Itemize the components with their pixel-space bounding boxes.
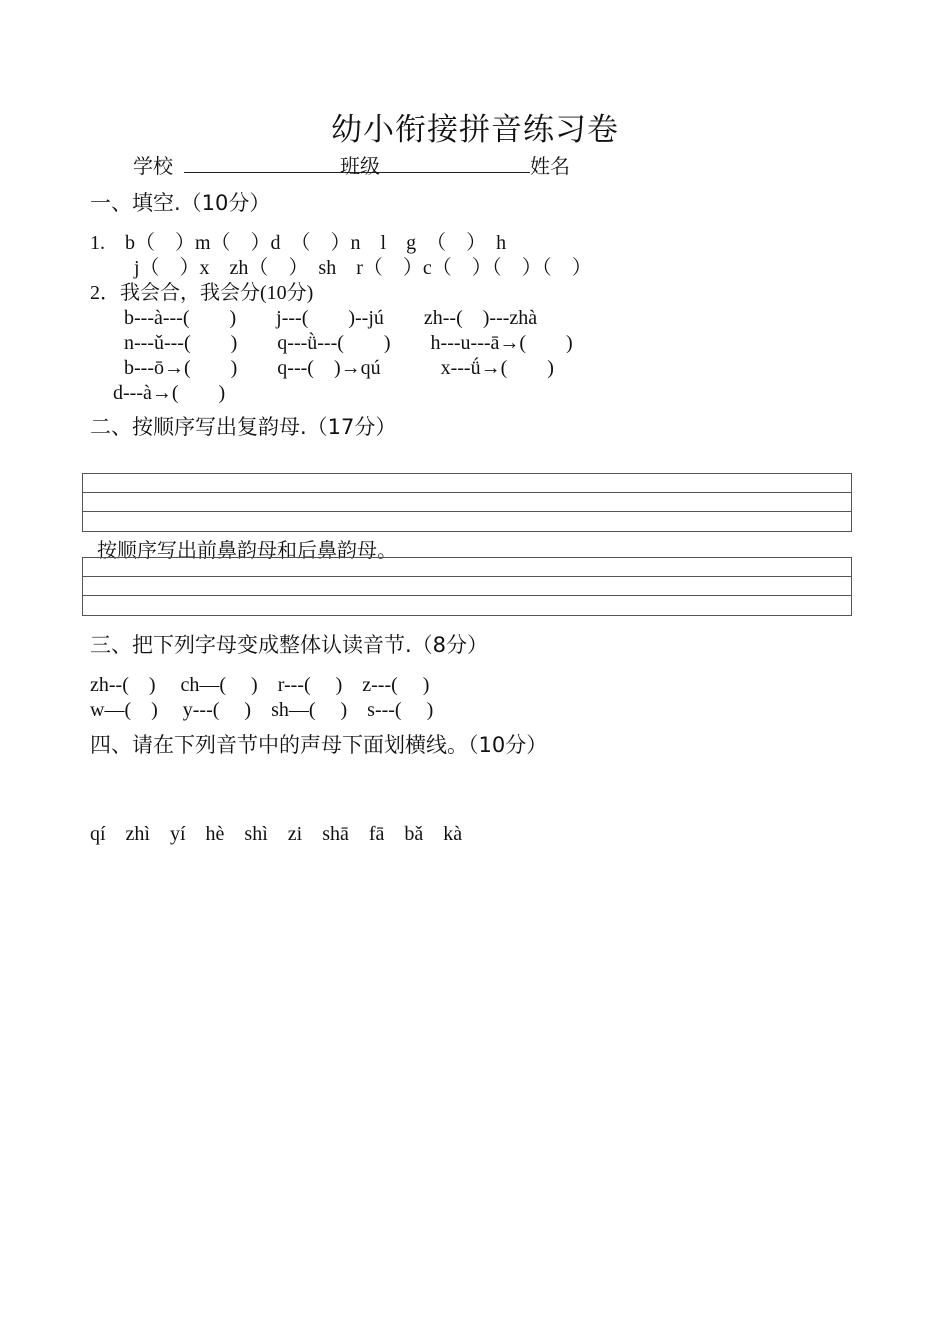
- q1-line1: 1. b（ ）m（ ）d （ ）n l g （ ） h: [90, 232, 507, 254]
- writing-line[interactable]: [83, 577, 851, 596]
- section1-heading: 一、填空.（10分）: [90, 191, 271, 215]
- writing-line[interactable]: [83, 558, 851, 577]
- section2-sub-label: 按顺序写出前鼻韵母和后鼻韵母。: [97, 540, 397, 562]
- page-title: 幼小衔接拼音练习卷: [331, 112, 619, 148]
- section4-heading: 四、请在下列音节中的声母下面划横线。（10分）: [90, 733, 548, 757]
- section2-heading: 二、按顺序写出复韵母.（17分）: [90, 415, 397, 439]
- q2-row2: n---ǔ---( ) q---ǜ---( ) h---u---ā→( ): [124, 332, 573, 354]
- class-label: 班级: [340, 156, 380, 178]
- writing-line[interactable]: [83, 474, 851, 493]
- q2-row4: d---à→( ): [113, 382, 226, 404]
- writing-line[interactable]: [83, 596, 851, 615]
- writing-line[interactable]: [83, 512, 851, 531]
- q2-row1: b---à---( ) j---( )--jú zh--( )---zhà: [124, 307, 538, 329]
- writing-line[interactable]: [83, 493, 851, 512]
- q1-line2: j（ ）x zh（ ） sh r（ ）c（ ）（ ）（ ）: [134, 257, 592, 279]
- section3-row1: zh--( ) ch—( ) r---( ) z---( ): [90, 674, 430, 696]
- writing-lines-compound-finals[interactable]: [82, 473, 852, 532]
- name-label: 姓名: [530, 156, 570, 178]
- q2-heading: 2．我会合，我会分(10分): [90, 282, 314, 304]
- writing-lines-nasal-finals[interactable]: [82, 557, 852, 616]
- section3-heading: 三、把下列字母变成整体认读音节.（8分）: [90, 633, 489, 657]
- section4-syllables: qí zhì yí hè shì zi shā fā bǎ kà: [90, 823, 463, 845]
- q2-row3: b---ō→( ) q---( )→qú x---ǘ→( ): [124, 357, 554, 379]
- section3-row2: w—( ) y---( ) sh—( ) s---( ): [90, 699, 434, 721]
- school-label: 学校: [133, 156, 173, 178]
